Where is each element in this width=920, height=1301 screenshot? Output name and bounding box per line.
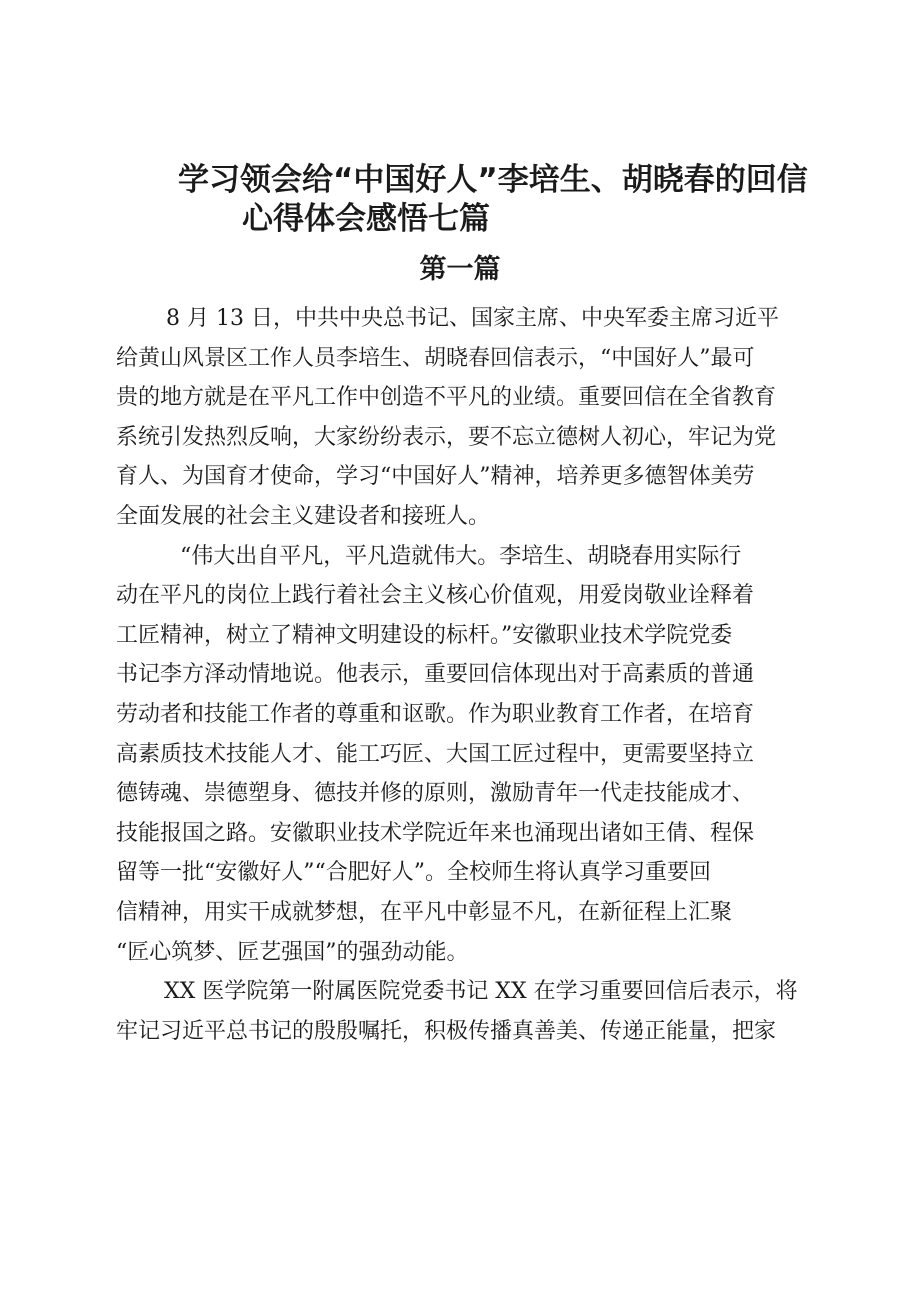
paragraph-2-line-6: 高素质技术技能人才、能工巧匠、大国工匠过程中，更需要坚持立 [116, 741, 755, 767]
paragraph-3-line-2: 牢记习近平总书记的殷殷嘱托，积极传播真善美、传递正能量，把家 [116, 1018, 777, 1044]
paragraph-2-line-8: 技能报国之路。安徽职业技术学院近年来也涌现出诸如王倩、程保 [116, 820, 755, 846]
document-body [116, 299, 801, 1051]
paragraph-1-line-4: 系统引发热烈反响，大家纷纷表示，要不忘立德树人初心，牢记为党 [116, 424, 777, 450]
paragraph-1-line-5: 育人、为国育才使命，学习“中国好人”精神，培养更多德智体美劳 [116, 464, 755, 490]
paragraph-3 [116, 972, 801, 1051]
paragraph-2-line-7: 德铸魂、崇德塑身、德技并修的原则，激励青年一代走技能成才、 [116, 781, 755, 807]
paragraph-2-line-5: 劳动者和技能工作者的尊重和讴歌。作为职业教育工作者，在培育 [116, 701, 755, 727]
paragraph-1-line-2: 给黄山风景区工作人员李培生、胡晓春回信表示，“中国好人”最可 [116, 345, 755, 371]
document-title-line-2: 心得体会感悟七篇 [242, 201, 490, 237]
paragraph-2-line-10: 信精神，用实干成就梦想，在平凡中彰显不凡，在新征程上汇聚 [116, 899, 733, 925]
paragraph-2-line-9: 留等一批“安徽好人”“合肥好人”。全校师生将认真学习重要回 [116, 860, 711, 886]
paragraph-3-line-1: XX 医学院第一附属医院党委书记 XX 在学习重要回信后表示，将 [164, 979, 798, 1005]
paragraph-2 [116, 537, 801, 973]
paragraph-2-line-2: 动在平凡的岗位上践行着社会主义核心价值观，用爱岗敬业诠释着 [116, 583, 755, 609]
paragraph-1-line-3: 贵的地方就是在平凡工作中创造不平凡的业绩。重要回信在全省教育 [116, 385, 777, 411]
document-title-line-1: 学习领会给“中国好人”李培生、胡晓春的回信 [178, 162, 808, 198]
paragraph-2-line-3: 工匠精神，树立了精神文明建设的标杆。”安徽职业技术学院党委 [116, 622, 733, 648]
paragraph-2-line-1: “伟大出自平凡，平凡造就伟大。李培生、胡晓春用实际行 [180, 543, 742, 569]
paragraph-2-line-4: 书记李方泽动情地说。他表示，重要回信体现出对于高素质的普通 [116, 662, 755, 688]
section-heading: 第一篇 [419, 254, 501, 285]
paragraph-1-line-1: 8 月 13 日，中共中央总书记、国家主席、中央军委主席习近平 [166, 306, 779, 331]
paragraph-1 [116, 299, 801, 537]
paragraph-1-line-6: 全面发展的社会主义建设者和接班人。 [116, 503, 491, 529]
paragraph-2-line-11: “匠心筑梦、匠艺强国”的强劲动能。 [116, 939, 469, 965]
